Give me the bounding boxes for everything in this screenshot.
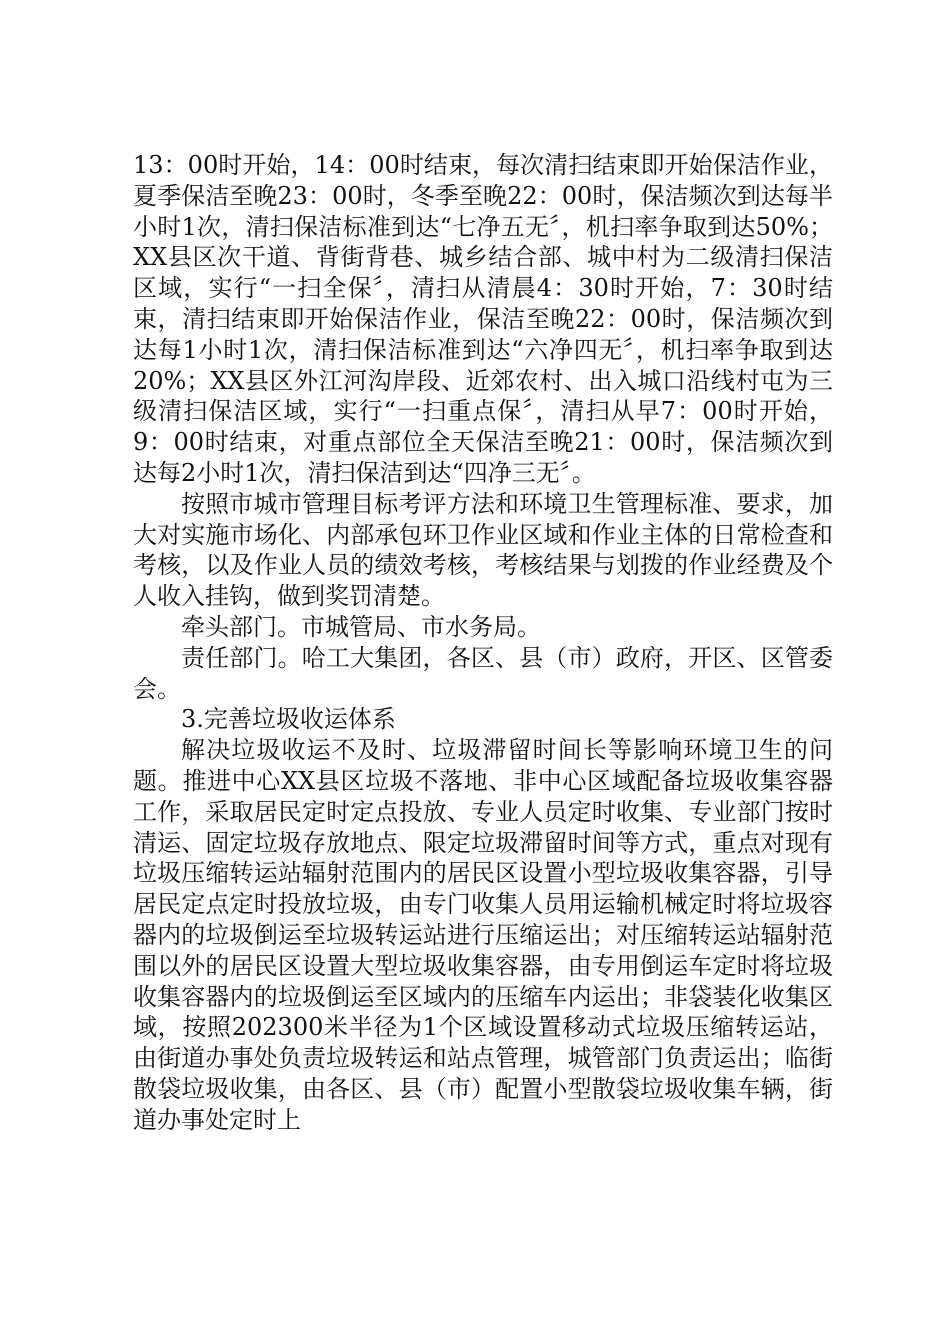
paragraph-cleaning-levels: 13：00时开始，14：00时结束，每次清扫结束即开始保洁作业，夏季保洁至晚23：00时，冬季至晚22：00时，保洁频次到达每半小时1次，清扫保洁标准到达“七净五无〞，机扫率争取到达50%；XX县区次干道、背街背巷、城乡结合部、城中村为二级清扫保洁区域，实行“一扫全保〞，清扫从清晨4：30时开始，7：30时结束，清扫结束即开始保洁作业，保洁至晚22：00时，保洁频次到达每1小时1次，清扫保洁标准到达“六净四无〞，机扫率争取到达20%；XX县区外江河沟岸段、近郊农村、出入城口沿线村屯为三级清扫保洁区域，实行“一扫重点保〞，清扫从早7：00时开始，9：00时结束，对重点部位全天保洁至晚21：00时，保洁频次到达每2小时1次，清扫保洁到达“四净三无〞。 xyxy=(133,151,833,487)
paragraph-lead-department: 牵头部门。市城管局、市水务局。 xyxy=(181,612,541,641)
section-heading: 3.完善垃圾收运体系 xyxy=(181,705,396,734)
paragraph-responsible-department: 责任部门。哈工大集团，各区、县（市）政府，开区、区管委会。 xyxy=(133,643,833,703)
document-body xyxy=(133,150,833,1136)
paragraph-garbage-collection: 解决垃圾收运不及时、垃圾滞留时间长等影响环境卫生的问题。推进中心XX县区垃圾不落地、非中心区域配备垃圾收集容器工作，采取居民定时定点投放、专业人员定时收集、专业部门按时清运、固定垃圾存放地点、限定垃圾滞留时间等方式，重点对现有垃圾压缩转运站辐射范围内的居民区设置小型垃圾收集容器，引导居民定点定时投放垃圾，由专门收集人员用运输机械定时将垃圾容器内的垃圾倒运至垃圾转运站进行压缩运出；对压缩转运站辐射范围以外的居民区设置大型垃圾收集容器，由专用倒运车定时将垃圾收集容器内的垃圾倒运至区域内的压缩车内运出；非袋装化收集区域，按照202300米半径为1个区域设置移动式垃圾压缩转运站，由街道办事处负责垃圾转运和站点管理，城管部门负责运出；临街散袋垃圾收集，由各区、县（市）配置小型散袋垃圾收集车辆，街道办事处定时上 xyxy=(133,736,833,1134)
paragraph-assessment: 按照市城市管理目标考评方法和环境卫生管理标准、要求，加大对实施市场化、内部承包环卫作业区域和作业主体的日常检查和考核，以及作业人员的绩效考核，考核结果与划拨的作业经费及个人收入挂钩，做到奖罚清楚。 xyxy=(133,489,833,611)
